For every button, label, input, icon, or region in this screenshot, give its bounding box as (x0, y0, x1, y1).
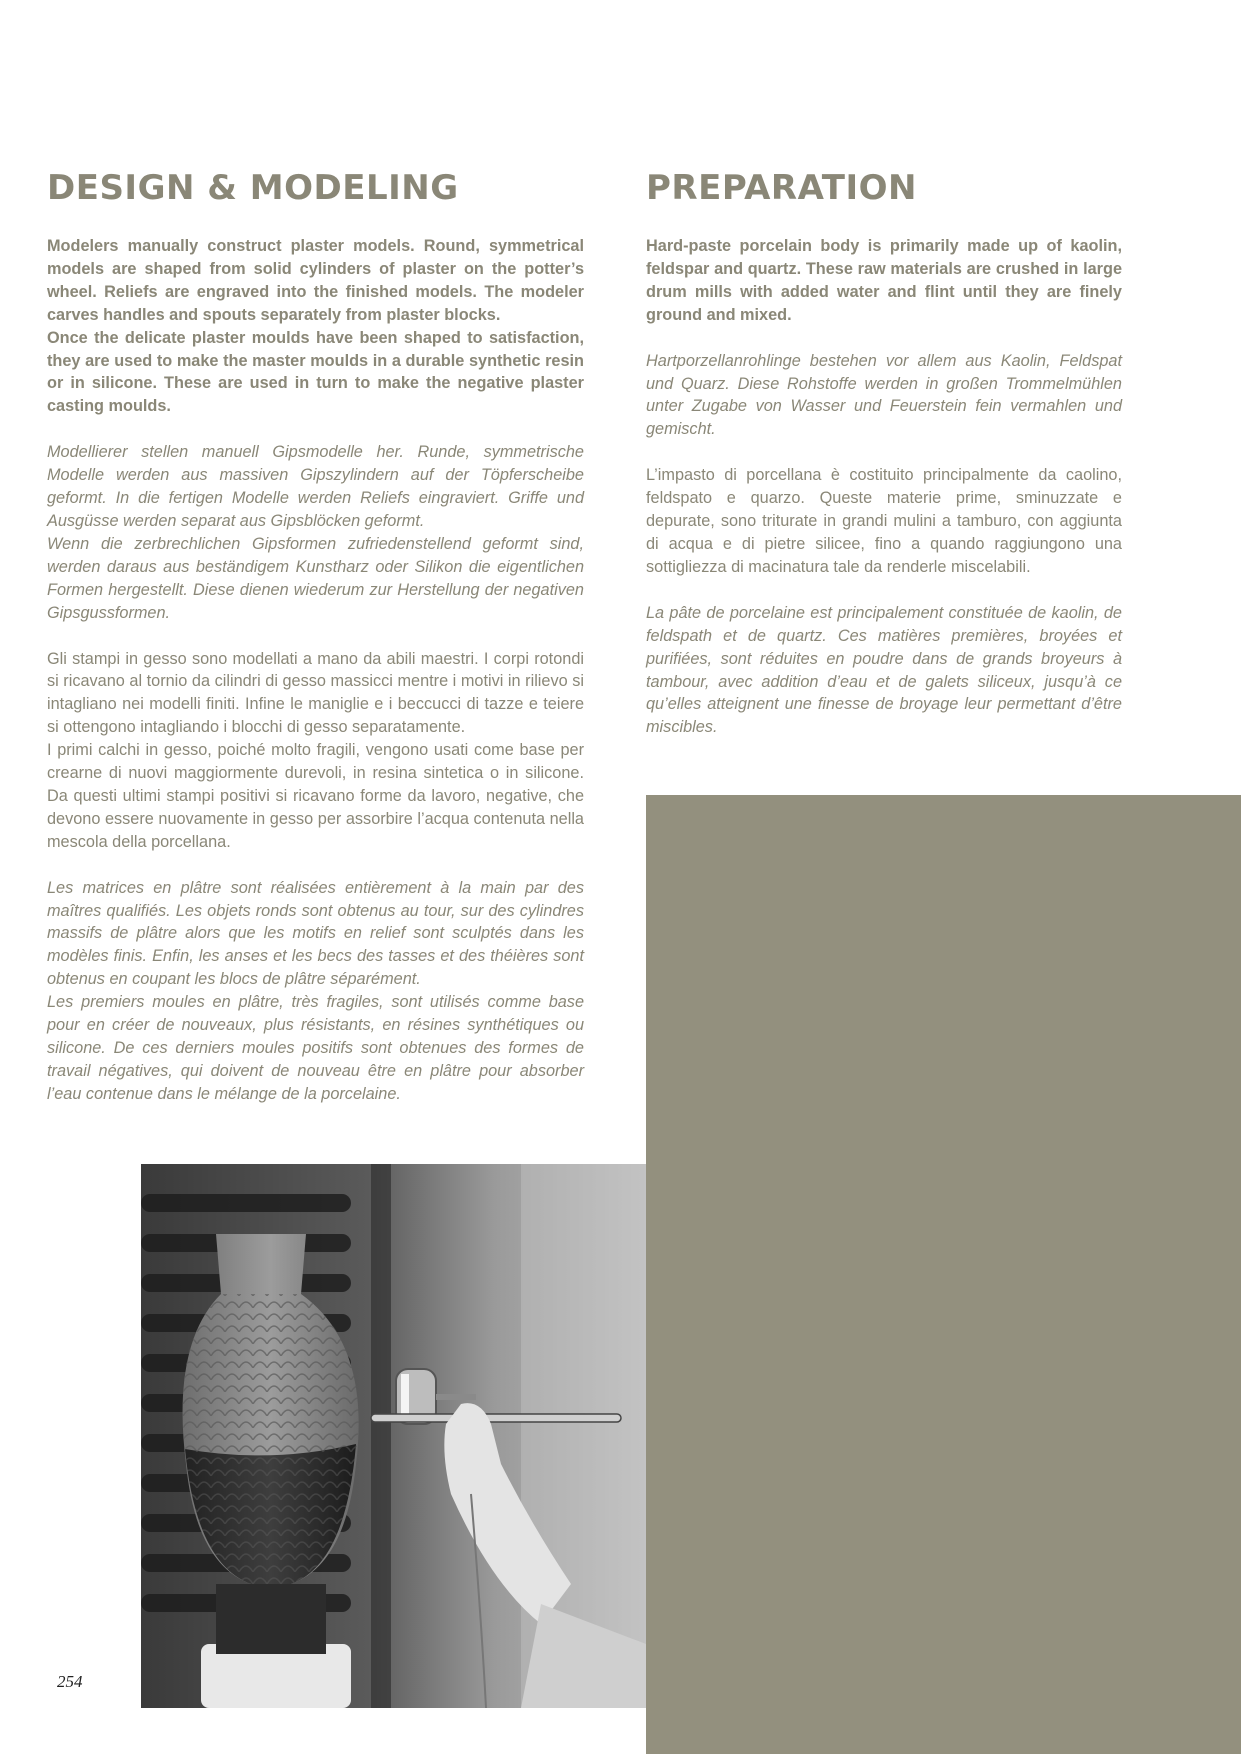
italian-paragraph-1: Gli stampi in gesso sono modellati a mano da abili maestri. I corpi rotondi si ricavano al tornio da cilindri di gesso massicci mentre i motivi in rilievo si intagliano nei modelli finiti. Infine le maniglie e i beccucci di tazze e teiere si ottengono intagliando i blocchi di gesso separatamente. (47, 649, 584, 737)
french-paragraph: La pâte de porcelaine est principalement constituée de kaolin, de feldspath et de quartz. Ces matières premières, broyées et purifiées, sont réduites en poudre dans de grands broyeurs à tambour, avec addition d’eau et de galets siliceux, jusqu’à ce qu’elles atteignent une finesse de broyage leur permettant d’être miscibles. (646, 603, 1122, 737)
english-paragraph-1: Modelers manually construct plaster models. Round, symmetrical models are shaped from solid cylinders of plaster on the potter’s wheel. Reliefs are engraved into the finished models. The modeler carves handles and spouts separately from plaster blocks. (47, 237, 584, 324)
french-paragraph-1: Les matrices en plâtre sont réalisées entièrement à la main par des maîtres qualifiés. Les objets ronds sont obtenus au tour, sur des cylindres massifs de plâtre alors que les motifs en relief sont sculptés dans les modèles finis. Enfin, les anses et les becs des tasses et des théières sont obtenus en coupant les blocs de plâtre séparément. (47, 878, 584, 989)
italian-paragraph-2: I primi calchi in gesso, poiché molto fragili, vengono usati come base per crearne di nuovi maggiormente durevoli, in resina sintetica o in silicone. Da questi ultimi stampi positivi si ricavano forme da lavoro, negative, che devono essere nuovamente in gesso per assorbire l’acqua contenuta nella mescola della porcellana. (47, 741, 584, 851)
decorative-color-block (646, 795, 1241, 1754)
german-paragraph-1: Modellierer stellen manuell Gipsmodelle her. Runde, symmetrische Modelle werden aus massiven Gipszylindern auf der Töpferscheibe geformt. In die fertigen Modelle werden Reliefs eingraviert. Griffe und Ausgüsse werden separat aus Gipsblöcken geformt. (47, 443, 584, 530)
french-paragraph-2: Les premiers moules en plâtre, très fragiles, sont utilisés comme base pour en créer de nouveaux, plus résistants, en résines synthétiques ou silicone. De ces derniers moules positifs sont obtenues des formes de travail négatives, qui doivent de nouveau être en plâtre pour absorber l’eau contenue dans le mélange de la porcelaine. (47, 993, 584, 1103)
vase-spraying-photo (141, 1164, 646, 1708)
right-column (646, 168, 1122, 739)
german-paragraph-2: Wenn die zerbrechlichen Gipsformen zufriedenstellend geformt sind, werden daraus aus beständigem Kunstharz oder Silikon die eigentlichen Formen hergestellt. Diese dienen wiederum zur Herstellung der negativen Gipsgussformen. (47, 534, 584, 622)
design-modeling-heading: DESIGN & MODELING (47, 168, 459, 208)
english-paragraph: Hard-paste porcelain body is primarily made up of kaolin, feldspar and quartz. These raw materials are crushed in large drum mills with added water and flint until they are finely ground and mixed. (646, 237, 1122, 324)
page-number: 254 (57, 1672, 83, 1691)
left-column (47, 168, 584, 1106)
german-paragraph: Hartporzellanrohlinge bestehen vor allem aus Kaolin, Feldspat und Quarz. Diese Rohstoffe werden in großen Trommelmühlen unter Zugabe von Wasser und Feuerstein fein vermahlen und gemischt. (646, 351, 1122, 439)
italian-paragraph: L’impasto di porcellana è costituito principalmente da caolino, feldspato e quarzo. Queste materie prime, sminuzzate e depurate, sono triturate in grandi mulini a tamburo, con aggiunta di acqua e di pietre silicee, fino a quando raggiungono una sottigliezza di macinatura tale da renderle miscelabili. (646, 466, 1122, 576)
english-paragraph-2: Once the delicate plaster moulds have been shaped to satisfaction, they are used to make the master moulds in a durable synthetic resin or in silicone. These are used in turn to make the negative plaster casting moulds. (47, 328, 584, 416)
preparation-heading: PREPARATION (646, 168, 917, 208)
